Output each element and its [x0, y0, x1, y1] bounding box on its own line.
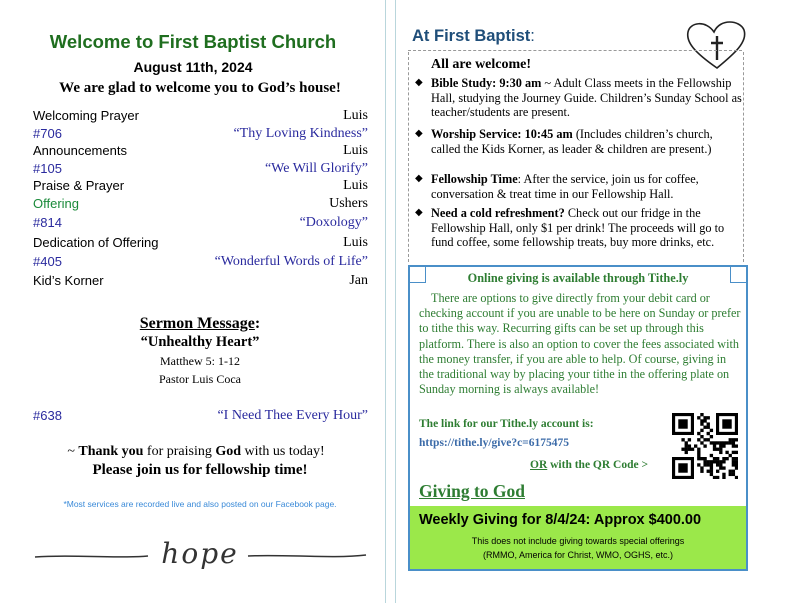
sermon-title: “Unhealthy Heart”: [140, 334, 260, 350]
announcement-item: [415, 76, 743, 120]
announcement-item: [415, 127, 743, 156]
program-item-value: “Thy Loving Kindness”: [233, 126, 368, 141]
program-row: [33, 235, 368, 251]
program-row: [33, 161, 368, 177]
program-item-label: #105: [33, 161, 62, 176]
or-label: OR: [530, 459, 548, 471]
qr-code-icon: [672, 413, 738, 479]
program-item-label: Dedication of Offering: [33, 235, 159, 250]
thanks-bold-2: God: [215, 444, 242, 459]
fellowship-invite: Please join us for fellowship time!: [92, 462, 308, 478]
program-item-value: Ushers: [329, 196, 368, 211]
sermon-heading-line: [0, 315, 400, 333]
bullet-icon: ◆: [415, 173, 423, 184]
announcement-text: ~ Adult Class meets in the Fellowship Hall, studying the Journey Guide. Children’s Sunday School as teacher/students are present.: [431, 76, 742, 119]
program-row: [33, 254, 368, 270]
program-row: [33, 273, 368, 289]
announcement-title: Need a cold refreshment?: [431, 206, 565, 220]
program-item-value: “Wonderful Words of Life”: [214, 254, 368, 269]
welcome-box-top-dash: [408, 50, 742, 51]
program-item-value: Jan: [349, 273, 368, 288]
announcement-title: Fellowship Time: [431, 172, 518, 186]
thanks-prefix: ~: [67, 444, 79, 459]
announcement-item: [415, 172, 743, 201]
tithe-link-label: The link for our Tithe.ly account is:: [419, 418, 594, 430]
thanks-end: with us today!: [241, 444, 325, 459]
program-item-value: Luis: [343, 178, 368, 193]
tithe-heading: Online giving is available through Tithe.ly: [467, 271, 689, 285]
announcement-item: [415, 206, 743, 250]
giving-note-2: (RMMO, America for Christ, WMO, OGHS, etc.): [482, 550, 673, 560]
closing-hymn-number: #638: [33, 408, 62, 423]
program-item-value: “Doxology”: [299, 215, 368, 230]
thanks-mid: for praising: [143, 444, 216, 459]
bullet-icon: ◆: [415, 128, 423, 139]
bullet-icon: ◆: [415, 207, 423, 218]
program-row: [33, 143, 368, 159]
recording-footnote: *Most services are recorded live and also posted on our Facebook page.: [63, 499, 337, 509]
all-welcome-label: All are welcome!: [431, 57, 532, 72]
closing-hymn-row: [33, 408, 368, 424]
sermon-heading: Sermon Message: [139, 315, 255, 332]
announcement-text: : After the service, join us for coffee, conversation & treat time in our Fellowship Hall.: [431, 172, 699, 201]
bulletin-title: Welcome to First Baptist Church: [49, 31, 337, 52]
program-row: [33, 126, 368, 142]
weekly-giving-amount: Weekly Giving for 8/4/24: Approx $400.00: [419, 512, 702, 528]
program-row: [33, 196, 368, 212]
right-heading-text: At First Baptist: [412, 27, 531, 45]
sermon-pastor: Pastor Luis Coca: [159, 372, 241, 386]
giving-note-1: This does not include giving towards special offerings: [471, 536, 685, 546]
sermon-verse: Matthew 5: 1-12: [160, 354, 240, 368]
thanks-line: [0, 444, 392, 460]
tithe-body: There are options to give directly from your debit card or checking account if you are unable to be here on Sunday or prefer to tithe this way. Recurring gifts can be set up through this platform. There is also an option to cover the fees associated with the money transfer, if you are able to help. Of course, giving in the traditional way by placing your tithe in the offering plate on Sunday morning is always available!: [419, 291, 741, 397]
announcement-title: Bible Study: 9:30 am: [431, 76, 542, 90]
program-item-label: #405: [33, 254, 62, 269]
right-heading-colon: :: [530, 27, 535, 45]
program-row: [33, 178, 368, 194]
sermon-heading-colon: :: [254, 315, 261, 332]
tithe-link[interactable]: https://tithe.ly/give?c=6175475: [419, 437, 569, 449]
program-item-label: Praise & Prayer: [33, 178, 125, 193]
welcome-subtitle: We are glad to welcome you to God’s house!: [59, 80, 341, 96]
qr-label: with the QR Code >: [547, 459, 649, 471]
hope-decoration: [33, 535, 368, 575]
program-item-label: Announcements: [33, 143, 127, 158]
program-item-value: Luis: [343, 143, 368, 158]
program-item-label: #706: [33, 126, 62, 141]
program-item-label: Kid’s Korner: [33, 273, 104, 288]
announcement-title: Worship Service: 10:45 am: [431, 127, 573, 141]
announcement-text: (Includes children’s church, called the Kids Korner, as leader & children are present.): [431, 127, 713, 156]
qr-code[interactable]: [672, 413, 738, 479]
qr-line: [530, 459, 648, 471]
program-row: [33, 108, 368, 124]
program-item-label: Welcoming Prayer: [33, 108, 139, 123]
program-item-value: Luis: [343, 108, 368, 123]
bullet-icon: ◆: [415, 77, 423, 88]
program-row: [33, 215, 368, 231]
right-heading: [412, 27, 535, 46]
hope-word: hope: [161, 537, 239, 570]
program-item-label: #814: [33, 215, 62, 230]
giving-to-god-heading: Giving to God: [419, 481, 525, 501]
program-item-value: Luis: [343, 235, 368, 250]
thanks-bold-1: Thank you: [78, 444, 144, 459]
program-item-value: “We Will Glorify”: [264, 161, 368, 176]
program-item-label: Offering: [33, 196, 80, 211]
announcement-text: Check out our fridge in the Fellowship Hall, only $1 per drink! The proceeds will go to fund coffee, some fellowship treats, buy more drinks, etc.: [431, 206, 725, 249]
closing-hymn-title: “I Need Thee Every Hour”: [217, 408, 368, 423]
bulletin-date: August 11th, 2024: [133, 59, 253, 75]
